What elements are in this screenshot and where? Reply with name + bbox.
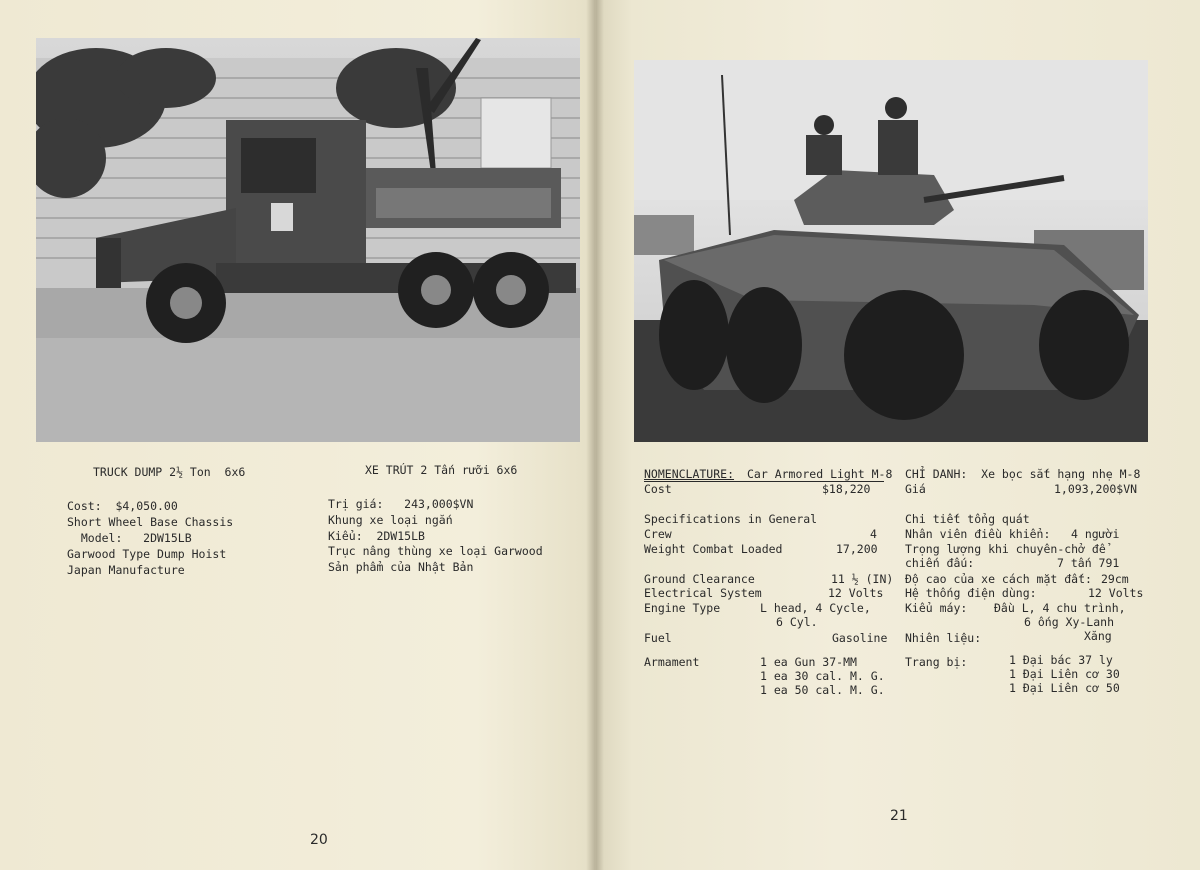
nhien-lieu-label: Nhiên liệu: bbox=[905, 631, 982, 645]
trang-bi-label: Trang bị: bbox=[905, 655, 968, 669]
trong-luong-line1: Trọng lượng khi chuyên-chở để bbox=[905, 542, 1106, 556]
engine-value-1: L head, 4 Cycle, bbox=[760, 601, 871, 615]
cost-value: $18,220 bbox=[822, 482, 871, 496]
truck-spec-vn-line: Sản phẩm của Nhật Bản bbox=[328, 560, 474, 574]
truck-spec-en-line: Garwood Type Dump Hoist bbox=[67, 547, 227, 561]
crew-label: Crew bbox=[644, 527, 672, 541]
truck-spec-en-line: Model: 2DW15LB bbox=[67, 531, 192, 545]
trang-bi-item: 1 Đại Liên cơ 30 bbox=[1009, 667, 1120, 681]
truck-title-en: TRUCK DUMP 2½ Ton 6x6 bbox=[93, 465, 246, 479]
specs-heading: Specifications in General bbox=[644, 512, 818, 526]
truck-spec-vn-line: Khung xe loại ngắn bbox=[328, 513, 453, 527]
elec-value: 12 Volts bbox=[828, 586, 884, 600]
he-thong-label: Hệ thống điện dùng: bbox=[905, 586, 1037, 600]
engine-label: Engine Type bbox=[644, 601, 721, 615]
kieu-may-value-1: Đầu L, 4 chu trình, bbox=[994, 601, 1126, 615]
kieu-may-value-2: 6 ống Xy-Lanh bbox=[1024, 615, 1115, 629]
nhan-vien-value: 4 người bbox=[1071, 527, 1120, 541]
truck-spec-vn-line: Trị giá: 243,000$VN bbox=[328, 497, 474, 511]
truck-spec-vn-line: Trục nâng thùng xe loại Garwood bbox=[328, 544, 543, 558]
truck-title-vn: XE TRÚT 2 Tấn rưỡi 6x6 bbox=[365, 463, 518, 477]
ground-label: Ground Clearance bbox=[644, 572, 755, 586]
crew-value: 4 bbox=[870, 527, 877, 541]
nomenclature-value: Car Armored Light M-8 bbox=[747, 467, 893, 481]
ground-value: 11 ½ (IN) bbox=[831, 572, 894, 586]
trang-bi-item: 1 Đại bác 37 ly bbox=[1009, 653, 1113, 667]
weight-value: 17,200 bbox=[836, 542, 878, 556]
fuel-label: Fuel bbox=[644, 631, 672, 645]
truck-spec-en-line: Cost: $4,050.00 bbox=[67, 499, 178, 513]
truck-photo bbox=[36, 38, 580, 442]
truck-spec-vn-line: Kiểu: 2DW15LB bbox=[328, 529, 425, 543]
trong-luong-value: 7 tấn 791 bbox=[1057, 556, 1120, 570]
left-page bbox=[0, 0, 596, 870]
do-cao-label: Độ cao của xe cách mặt đất: bbox=[905, 572, 1092, 586]
cost-label: Cost bbox=[644, 482, 672, 496]
trang-bi-item: 1 Đại Liên cơ 50 bbox=[1009, 681, 1120, 695]
nhan-vien-label: Nhân viên điều khiển: bbox=[905, 527, 1051, 541]
armament-label: Armament bbox=[644, 655, 700, 669]
armament-item: 1 ea 50 cal. M. G. bbox=[760, 683, 885, 697]
book-gutter bbox=[586, 0, 604, 870]
fuel-value: Gasoline bbox=[832, 631, 888, 645]
do-cao-value: 29cm bbox=[1101, 572, 1129, 586]
gia-value: 1,093,200$VN bbox=[1054, 482, 1138, 496]
chi-tiet-heading: Chi tiết tổng quát bbox=[905, 512, 1030, 526]
armored-car-photo bbox=[634, 60, 1148, 442]
armament-item: 1 ea 30 cal. M. G. bbox=[760, 669, 885, 683]
chi-danh: CHỈ DANH: Xe bọc sắt hạng nhẹ M-8 bbox=[905, 467, 1141, 481]
engine-value-2: 6 Cyl. bbox=[776, 615, 818, 629]
page-number-left: 20 bbox=[310, 832, 328, 848]
he-thong-value: 12 Volts bbox=[1088, 586, 1144, 600]
page-number-right: 21 bbox=[890, 808, 908, 824]
trong-luong-line2: chiến đấu: bbox=[905, 556, 975, 570]
kieu-may-label: Kiểu máy: bbox=[905, 601, 968, 615]
gia-label: Giá bbox=[905, 482, 926, 496]
truck-spec-en-line: Short Wheel Base Chassis bbox=[67, 515, 234, 529]
elec-label: Electrical System bbox=[644, 586, 762, 600]
truck-spec-en-line: Japan Manufacture bbox=[67, 563, 185, 577]
armament-item: 1 ea Gun 37-MM bbox=[760, 655, 857, 669]
weight-label: Weight Combat Loaded bbox=[644, 542, 783, 556]
right-page bbox=[596, 0, 1200, 870]
nhien-lieu-value: Xăng bbox=[1084, 629, 1112, 643]
nomenclature-label: NOMENCLATURE: bbox=[644, 467, 735, 481]
